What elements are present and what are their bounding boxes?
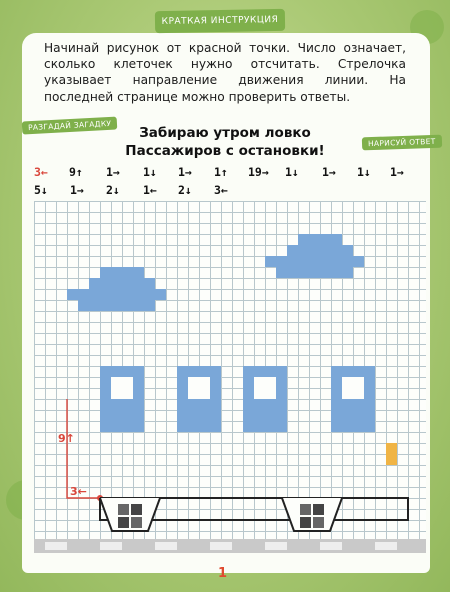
step: 1↓ [357, 165, 371, 179]
road-strip [34, 539, 426, 553]
wheel-arch-right [282, 498, 342, 531]
riddle [120, 124, 330, 160]
step: 1→ [390, 165, 404, 179]
page-number: 1 [218, 566, 228, 581]
window-4 [331, 366, 375, 432]
riddle-line-1: Забираю утром ловко [139, 125, 311, 141]
label-left-value: 3 [70, 485, 78, 498]
window-1 [100, 366, 144, 432]
window-3 [243, 366, 287, 432]
step: 3← [34, 165, 48, 179]
grid-drawing [34, 201, 426, 553]
start-path [67, 399, 100, 498]
label-up: 9↑ [58, 432, 75, 445]
step: 1→ [106, 165, 120, 179]
step: 5↓ [34, 183, 48, 197]
step: 1↓ [143, 165, 157, 179]
window-2 [177, 366, 221, 432]
cloud-left [67, 267, 166, 311]
draw-answer-tag: НАРИСУЙ ОТВЕТ [362, 135, 442, 151]
step: 2↓ [178, 183, 192, 197]
step: 1→ [322, 165, 336, 179]
step: 1← [143, 183, 157, 197]
step: 1→ [178, 165, 192, 179]
riddle-tag: РАЗГАДАЙ ЗАГАДКУ [22, 117, 118, 135]
door-mark [386, 443, 397, 465]
step: 9↑ [69, 165, 83, 179]
step: 1↑ [214, 165, 228, 179]
step: 2↓ [106, 183, 120, 197]
drawing-grid[interactable] [34, 201, 426, 553]
label-left: 3← [70, 485, 87, 498]
step: 19→ [248, 165, 269, 179]
riddle-line-2: Пассажиров с остановки! [125, 143, 325, 159]
step: 3← [214, 183, 228, 197]
label-up-value: 9 [58, 432, 66, 445]
step: 1↓ [285, 165, 299, 179]
step: 1→ [70, 183, 84, 197]
instructions-text: Начинай рисунок от красной точки. Число означает, сколько клеточек нужно отсчитать. Стрелочка указывает направление движения линии. На последней странице можно проверить ответы. [44, 41, 406, 104]
cloud-right [265, 234, 364, 278]
instructions-banner: КРАТКАЯ ИНСТРУКЦИЯ [155, 9, 285, 33]
